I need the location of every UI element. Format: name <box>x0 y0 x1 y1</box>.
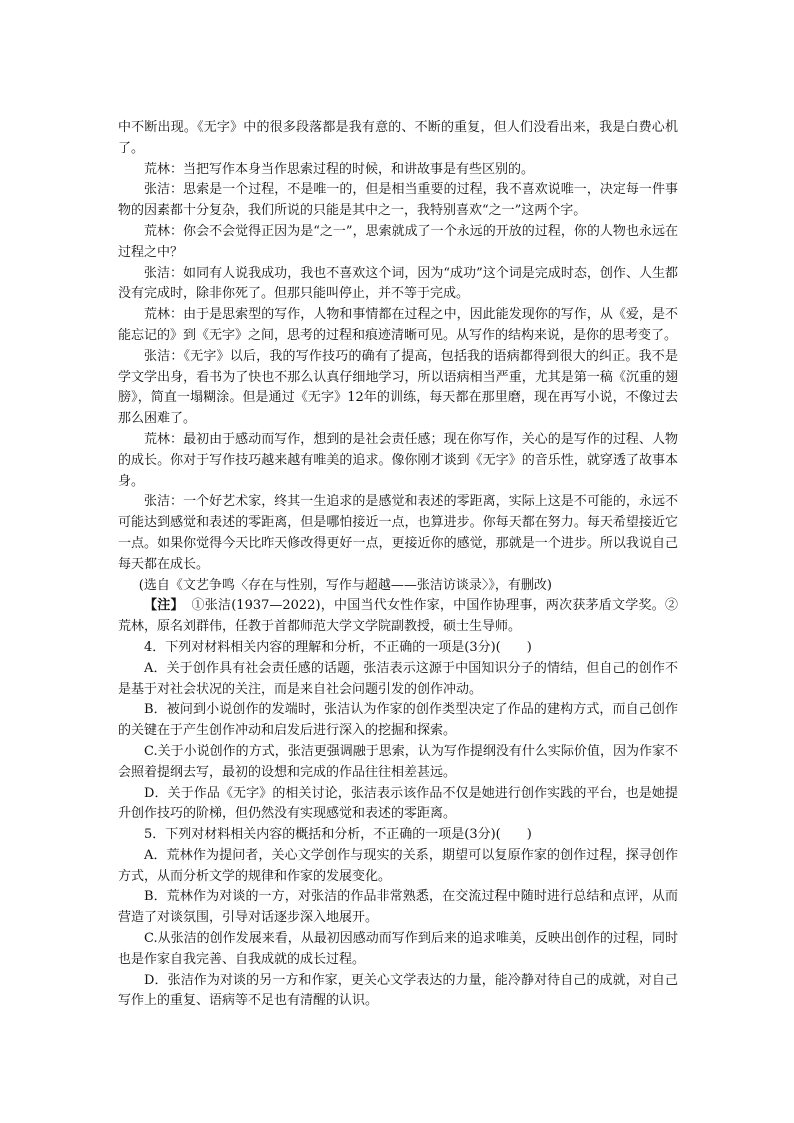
source-citation: (选自《文艺争鸣〈存在与性别，写作与超越——张洁访谈录〉》，有删改) <box>138 577 552 593</box>
document-page <box>118 118 678 1012</box>
question-5-option-a: A．荒林作为提问者，关心文学创作与现实的关系，期望可以复原作家的创作过程，探寻创作方式，从而分析文学的规律和作家的发展变化。 <box>118 847 678 884</box>
question-5-option-b: B．荒林作为对谈的一方，对张洁的作品非常熟悉，在交流过程中随时进行总结和点评，从而营造了对谈氛围，引导对话逐步深入地展开。 <box>118 889 678 926</box>
paragraph-dialogue: 张洁：一个好艺术家，终其一生追求的是感觉和表述的零距离，实际上这是不可能的，永远不可能达到感觉和表述的零距离，但是哪怕接近一点，也算进步。你每天都在努力。每天希望接近它一点。如果你觉得今天比昨天修改得更好一点，更接近你的感觉，那就是一个进步。所以我说自己每天都在成长。 <box>118 494 678 572</box>
paragraph-dialogue: 张洁：《无字》以后，我的写作技巧的确有了提高，包括我的语病都得到很大的纠正。我不是学文学出身，看书为了快也不那么认真仔细地学习，所以语病相当严重，尤其是第一稿《沉重的翅膀》，简直一塌糊涂。但是通过《无字》12年的训练，每天都在那里磨，现在再写小说，不像过去那么困难了。 <box>118 348 678 427</box>
question-4-option-d: D．关于作品《无字》的相关讨论，张洁表示该作品不仅是她进行创作实践的平台，也是她提升创作技巧的阶梯，但仍然没有实现感觉和表述的零距离。 <box>118 785 678 822</box>
paragraph-dialogue: 荒林：由于是思索型的写作，人物和事情都在过程之中，因此能发现你的写作，从《爱，是不能忘记的》到《无字》之间，思考的过程和痕迹清晰可见。从写作的结构来说，是你的思考变了。 <box>118 307 678 343</box>
question-5-option-c: C.从张洁的创作发展来看，从最初因感动而写作到后来的追求唯美，反映出创作的过程，同时也是作家自我完善、自我成就的成长过程。 <box>118 931 678 967</box>
question-4-stem: 4．下列对材料相关内容的理解和分析，不正确的一项是(3分)( ) <box>144 639 532 655</box>
paragraph-continuation: 中不断出现。《无字》中的很多段落都是我有意的、不断的重复，但人们没看出来，我是白费心机了。 <box>118 120 678 156</box>
footnote <box>118 596 678 638</box>
paragraph-dialogue: 荒林：当把写作本身当作思索过程的时候，和讲故事是有些区别的。 <box>144 161 535 177</box>
paragraph-dialogue: 张洁：思索是一个过程，不是唯一的，但是相当重要的过程，我不喜欢说唯一，决定每一件事物的因素都十分复杂，我们所说的只能是其中之一，我特别喜欢“之一”这两个字。 <box>118 182 678 219</box>
paragraph-dialogue: 荒林：你会不会觉得正因为是“之一”，思索就成了一个永远的开放的过程，你的人物也永远在过程之中？ <box>118 223 678 260</box>
question-4-option-b: B．被问到小说创作的发端时，张洁认为作家的创作类型决定了作品的建构方式，而自己创作的关键在于产生创作冲动和启发后进行深入的挖掘和探索。 <box>118 702 678 739</box>
paragraph-dialogue: 荒林：最初由于感动而写作，想到的是社会责任感；现在你写作，关心的是写作的过程、人物的成长。你对于写作技巧越来越有唯美的追求。像你刚才谈到《无字》的音乐性，就穿透了故事本身。 <box>118 431 678 489</box>
footnote-text: ①张洁(1937—2022)，中国当代女性作家，中国作协理事，两次获茅盾文学奖。②荒林，原名刘群伟，任教于首都师范大学文学院副教授，硕士生导师。 <box>118 598 678 635</box>
paragraph-dialogue: 张洁：如同有人说我成功，我也不喜欢这个词，因为“成功”这个词是完成时态，创作、人生都没有完成时，除非你死了。但那只能叫停止，并不等于完成。 <box>118 265 678 302</box>
question-5-option-d: D．张洁作为对谈的另一方和作家，更关心文学表达的力量，能冷静对待自己的成就，对自己写作上的重复、语病等不足也有清醒的认识。 <box>118 972 678 1009</box>
question-5-stem: 5．下列对材料相关内容的概括和分析，不正确的一项是(3分)( ) <box>144 827 532 843</box>
question-4-option-c: C.关于小说创作的方式，张洁更强调融于思索，认为写作提纲没有什么实际价值，因为作家不会照着提纲去写，最初的设想和完成的作品往往相差甚远。 <box>118 743 678 780</box>
footnote-label: 【注】 <box>144 598 184 614</box>
question-4-option-a: A．关于创作具有社会责任感的话题，张洁表示这源于中国知识分子的情结，但自己的创作不是基于对社会状况的关注，而是来自社会问题引发的创作冲动。 <box>118 660 678 697</box>
